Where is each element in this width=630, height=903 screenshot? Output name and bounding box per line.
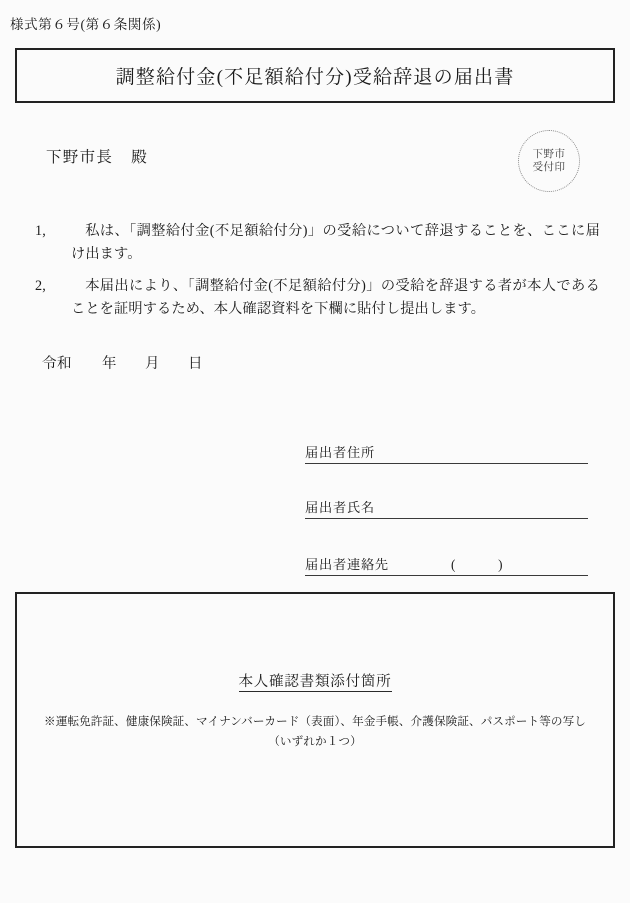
addressee-name: 下野市長 [46,149,114,166]
addressee-line [46,145,148,167]
applicant-name-label: 届出者氏名 [305,500,375,515]
applicant-address-label: 届出者住所 [305,445,375,460]
clause-2-number: 2, [35,278,46,294]
attachment-note-line-2: （いずれか１つ） [268,735,362,749]
receipt-stamp-circle [518,130,580,192]
title-box [15,48,615,103]
attachment-note-line-1: ※運転免許証、健康保険証、マイナンバーカード（表面）、年金手帳、介護保険証、パスポート等の写し [44,715,586,728]
applicant-address-field[interactable] [305,442,588,464]
id-attachment-box[interactable] [15,592,615,848]
clause-item-1 [35,220,600,266]
clause-2-text: 本届出により、「調整給付金(不足額給付分)」の受給を辞退する者が本人であることを証明するため、本人確認資料を下欄に貼付し提出します。 [71,278,600,317]
form-number: 様式第６号(第６条関係) [10,17,162,32]
addressee-honorific: 殿 [131,149,149,166]
era-label: 令和 [42,356,72,372]
applicant-name-field[interactable] [305,497,588,519]
applicant-contact-field[interactable] [305,554,588,576]
day-unit: 日 [188,356,203,372]
attachment-heading-text: 本人確認書類添付箇所 [238,674,392,690]
stamp-line-2: 受付印 [532,162,566,173]
document-title: 調整給付金(不足額給付分)受給辞退の届出書 [115,67,515,88]
month-unit: 月 [145,356,160,372]
attachment-note [31,712,599,753]
clause-1-text: 私は、「調整給付金(不足額給付分)」の受給について辞退することを、ここに届け出ます。 [71,223,600,262]
clause-1-number: 1, [35,223,46,239]
stamp-line-1: 下野市 [532,148,566,160]
attachment-heading [17,670,613,691]
year-unit: 年 [102,356,117,372]
contact-paren-close: ) [498,557,504,572]
clause-item-2 [35,275,600,321]
contact-paren-open: ( [450,557,457,572]
applicant-contact-label: 届出者連絡先 [305,557,389,572]
date-entry-line[interactable] [42,352,203,373]
